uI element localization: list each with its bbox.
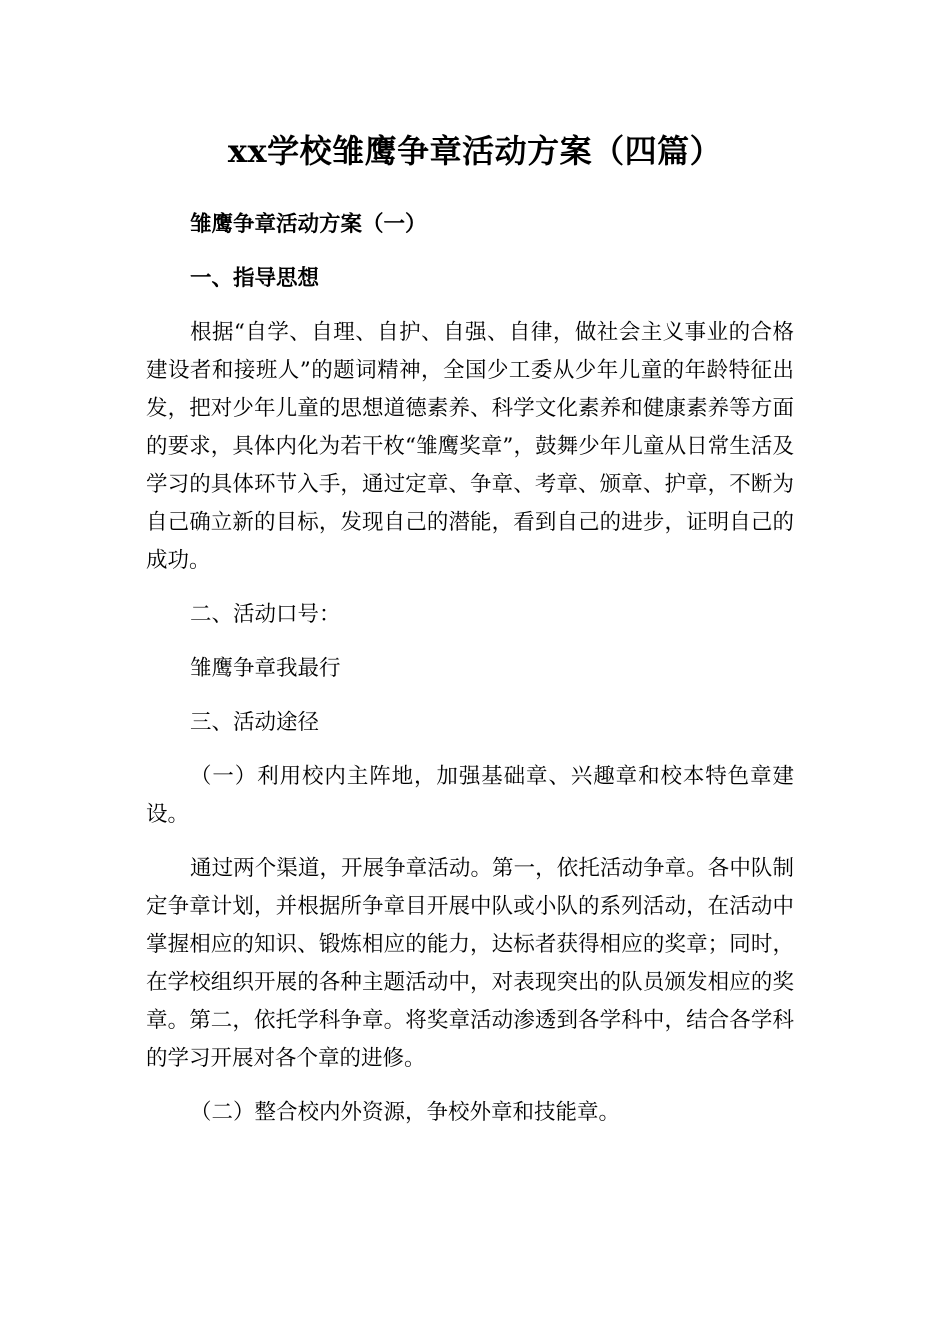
heading-guiding-ideology: 一、指导思想: [190, 266, 320, 291]
paragraph-guiding-ideology: 根据“自学、自理、自护、自强、自律，做社会主义事业的合格建设者和接班人”的题词精神，全国少工委从少年儿童的年龄特征出发，把对少年儿童的思想道德素养、科学文化素养和健康素养等方面的要求，具体内化为若干枚“雏鹰奖章”，鼓舞少年儿童从日常生活及学习的具体环节入手，通过定章、争章、考章、颁章、护章，不断为自己确立新的目标，发现自己的潜能，看到自己的进步，证明自己的成功。: [146, 320, 794, 573]
subheading-approach-one: （一）利用校内主阵地，加强基础章、兴趣章和校本特色章建设。: [146, 764, 794, 827]
subheading-approach-two: （二）整合校内外资源，争校外章和技能章。: [190, 1100, 621, 1125]
section-heading-plan-one: 雏鹰争章活动方案（一）: [190, 212, 427, 237]
document-body: [146, 206, 794, 1148]
document-title: xx学校雏鹰争章活动方案（四篇）: [227, 132, 723, 170]
heading-activity-slogan: 二、活动口号：: [190, 602, 341, 627]
paragraph-approach-one: 通过两个渠道，开展争章活动。第一，依托活动争章。各中队制定争章计划，并根据所争章目开展中队或小队的系列活动，在活动中掌握相应的知识、锻炼相应的能力，达标者获得相应的奖章；同时，在学校组织开展的各种主题活动中，对表现突出的队员颁发相应的奖章。第二，依托学科争章。将奖章活动渗透到各学科中，结合各学科的学习开展对各个章的进修。: [146, 856, 794, 1071]
paragraph-slogan: 雏鹰争章我最行: [190, 656, 341, 681]
heading-activity-approach: 三、活动途径: [190, 710, 320, 735]
